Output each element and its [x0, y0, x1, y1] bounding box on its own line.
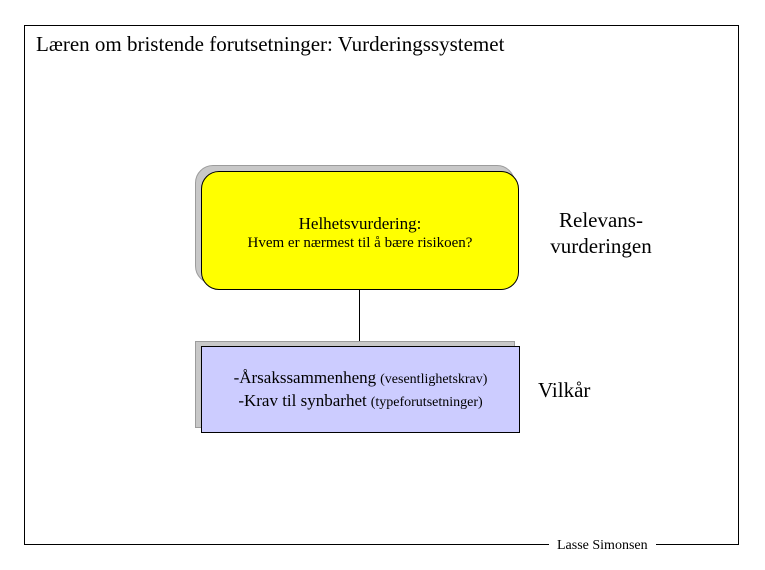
- helhetsvurdering-heading: Helhetsvurdering:: [298, 214, 422, 234]
- causation-line: [234, 367, 488, 390]
- slide-title: Læren om bristende forutsetninger: Vurderingssystemet: [36, 32, 505, 56]
- relevance-label-line2: vurderingen: [550, 233, 652, 258]
- conditions-label: Vilkår: [538, 378, 591, 402]
- connector-line: [359, 289, 360, 347]
- risk-question: Hvem er nærmest til å bære risikoen?: [247, 235, 473, 252]
- causation-text: -Årsakssammenheng: [233, 367, 377, 387]
- relevance-assessment-label: [536, 208, 666, 259]
- visibility-line: [238, 390, 482, 413]
- helhetsvurdering-box: [201, 171, 519, 290]
- visibility-text: -Krav til synbarhet: [238, 390, 367, 410]
- assumption-types: (typeforutsetninger): [370, 394, 483, 410]
- relevance-label-line1: Relevans-: [559, 208, 643, 232]
- materiality-requirement: (vesentlighetskrav): [380, 371, 488, 387]
- conditions-box: [201, 346, 520, 433]
- footer-author: Lasse Simonsen: [549, 537, 656, 555]
